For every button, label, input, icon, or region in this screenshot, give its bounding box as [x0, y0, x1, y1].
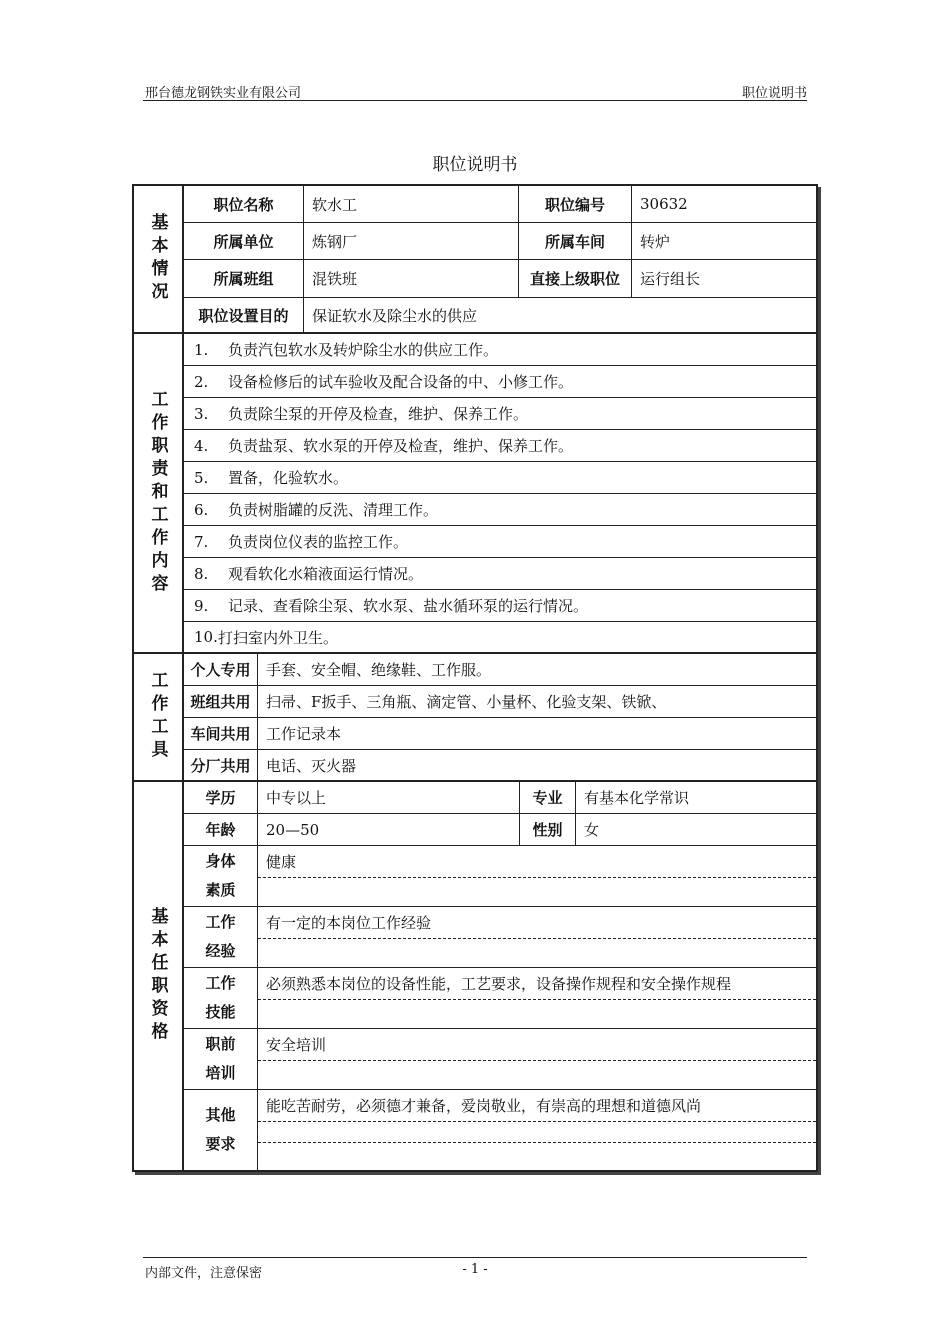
tools-personal-value: 手套、安全帽、绝缘鞋、工作服。 [258, 654, 816, 686]
age-label: 年龄 [184, 814, 258, 846]
duty-text: 记录、查看除尘泵、软水泵、盐水循环泵的运行情况。 [228, 597, 589, 615]
skills-label-line2: 技能 [205, 1003, 236, 1021]
age-value: 20—50 [258, 814, 520, 846]
physical-value: 健康 [266, 853, 297, 871]
duty-number: 8. [194, 564, 209, 583]
experience-value-cell [258, 907, 816, 968]
duty-text: 负责除尘泵的开停及检查，维护、保养工作。 [228, 405, 529, 423]
dashed-rule [258, 1142, 816, 1143]
duty-text: 负责盐泵、软水泵的开停及检查，维护、保养工作。 [228, 437, 574, 455]
page-title: 职位说明书 [432, 155, 518, 175]
experience-label-line2: 经验 [205, 942, 236, 960]
tools-workshop-label: 车间共用 [184, 718, 258, 750]
tools-workshop-value: 工作记录本 [258, 718, 816, 750]
duty-number: 10. [194, 628, 218, 646]
tools-branch-value: 电话、灭火器 [258, 750, 816, 782]
education-value: 中专以上 [258, 782, 520, 814]
position-code-value: 30632 [632, 186, 816, 223]
experience-value: 有一定的本岗位工作经验 [266, 914, 432, 932]
duty-text: 负责汽包软水及转炉除尘水的供应工作。 [228, 341, 499, 359]
duty-text: 置备，化验软水。 [228, 469, 349, 487]
footer-rule [143, 1257, 807, 1258]
team-label: 所属班组 [184, 260, 304, 298]
duty-text: 负责树脂罐的反洗、清理工作。 [228, 501, 439, 519]
duty-item-9 [184, 590, 816, 622]
header-doc-type: 职位说明书 [741, 86, 807, 101]
duty-item-1 [184, 334, 816, 366]
duty-item-8 [184, 558, 816, 590]
footer-note: 内部文件，注意保密 [145, 1266, 263, 1281]
job-description-table [132, 184, 818, 1172]
skills-label [184, 968, 258, 1029]
skills-label-line1: 工作 [205, 974, 236, 992]
physical-label-line1: 身体 [205, 852, 236, 870]
duty-item-5 [184, 462, 816, 494]
duty-number: 1. [194, 340, 209, 359]
superior-value: 运行组长 [632, 260, 816, 298]
duty-number: 4. [194, 436, 209, 455]
major-value: 有基本化学常识 [576, 782, 816, 814]
position-name-value: 软水工 [304, 186, 519, 223]
team-value: 混铁班 [304, 260, 519, 298]
education-label: 学历 [184, 782, 258, 814]
physical-label-line2: 素质 [205, 881, 236, 899]
other-value-cell [258, 1090, 816, 1170]
duty-number: 6. [194, 500, 209, 519]
training-label-line2: 培训 [205, 1064, 236, 1082]
dashed-rule [258, 877, 816, 878]
duty-text: 负责岗位仪表的监控工作。 [228, 533, 409, 551]
tools-branch-label: 分厂共用 [184, 750, 258, 782]
training-label [184, 1029, 258, 1090]
duty-text: 观看软化水箱液面运行情况。 [228, 565, 424, 583]
skills-value: 必须熟悉本岗位的设备性能，工艺要求，设备操作规程和安全操作规程 [266, 975, 732, 993]
tools-team-value: 扫帚、F扳手、三角瓶、滴定管、小量杯、化验支架、铁锨、 [258, 686, 816, 718]
duty-text: 打扫室内外卫生。 [218, 628, 339, 647]
training-value: 安全培训 [266, 1036, 327, 1054]
position-name-label: 职位名称 [184, 186, 304, 223]
workshop-value: 转炉 [632, 223, 816, 260]
other-value: 能吃苦耐劳，必须德才兼备，爱岗敬业，有崇高的理想和道德风尚 [266, 1097, 702, 1115]
duty-number: 7. [194, 532, 209, 551]
section-duties [134, 334, 184, 654]
duty-number: 9. [194, 596, 209, 615]
experience-label [184, 907, 258, 968]
section-basic-label: 基本情况 [147, 213, 168, 305]
duty-number: 2. [194, 372, 209, 391]
header-rule [143, 100, 807, 101]
gender-label: 性别 [520, 814, 576, 846]
duty-item-2 [184, 366, 816, 398]
tools-personal-label: 个人专用 [184, 654, 258, 686]
other-label-line1: 其他 [205, 1106, 236, 1124]
dashed-rule [258, 1060, 816, 1061]
other-label-line2: 要求 [205, 1135, 236, 1153]
skills-value-cell [258, 968, 816, 1029]
duty-item-7 [184, 526, 816, 558]
other-label [184, 1090, 258, 1170]
major-label: 专业 [520, 782, 576, 814]
section-tools-label: 工作工具 [147, 671, 168, 763]
unit-label: 所属单位 [184, 223, 304, 260]
superior-label: 直接上级职位 [519, 260, 632, 298]
section-qualifications-label: 基本任职资格 [147, 907, 168, 1045]
experience-label-line1: 工作 [205, 913, 236, 931]
duty-item-4 [184, 430, 816, 462]
duty-number: 5. [194, 468, 209, 487]
tools-team-label: 班组共用 [184, 686, 258, 718]
page-number: - 1 - [462, 1262, 488, 1277]
purpose-value: 保证软水及除尘水的供应 [304, 298, 816, 334]
purpose-label: 职位设置目的 [184, 298, 304, 334]
training-value-cell [258, 1029, 816, 1090]
duty-text: 设备检修后的试车验收及配合设备的中、小修工作。 [228, 373, 574, 391]
section-basic-info [134, 186, 184, 334]
gender-value: 女 [576, 814, 816, 846]
duty-number: 3. [194, 404, 209, 423]
header-company: 邢台德龙钢铁实业有限公司 [145, 86, 302, 101]
section-qualifications [134, 782, 184, 1170]
physical-label [184, 846, 258, 907]
duty-item-3 [184, 398, 816, 430]
dashed-rule [258, 1121, 816, 1122]
duty-item-6 [184, 494, 816, 526]
physical-value-cell [258, 846, 816, 907]
duty-item-10 [184, 622, 816, 654]
section-tools [134, 654, 184, 782]
training-label-line1: 职前 [205, 1035, 236, 1053]
dashed-rule [258, 999, 816, 1000]
position-code-label: 职位编号 [519, 186, 632, 223]
workshop-label: 所属车间 [519, 223, 632, 260]
section-duties-label: 工作职责和工作内容 [147, 389, 168, 597]
unit-value: 炼钢厂 [304, 223, 519, 260]
dashed-rule [258, 938, 816, 939]
